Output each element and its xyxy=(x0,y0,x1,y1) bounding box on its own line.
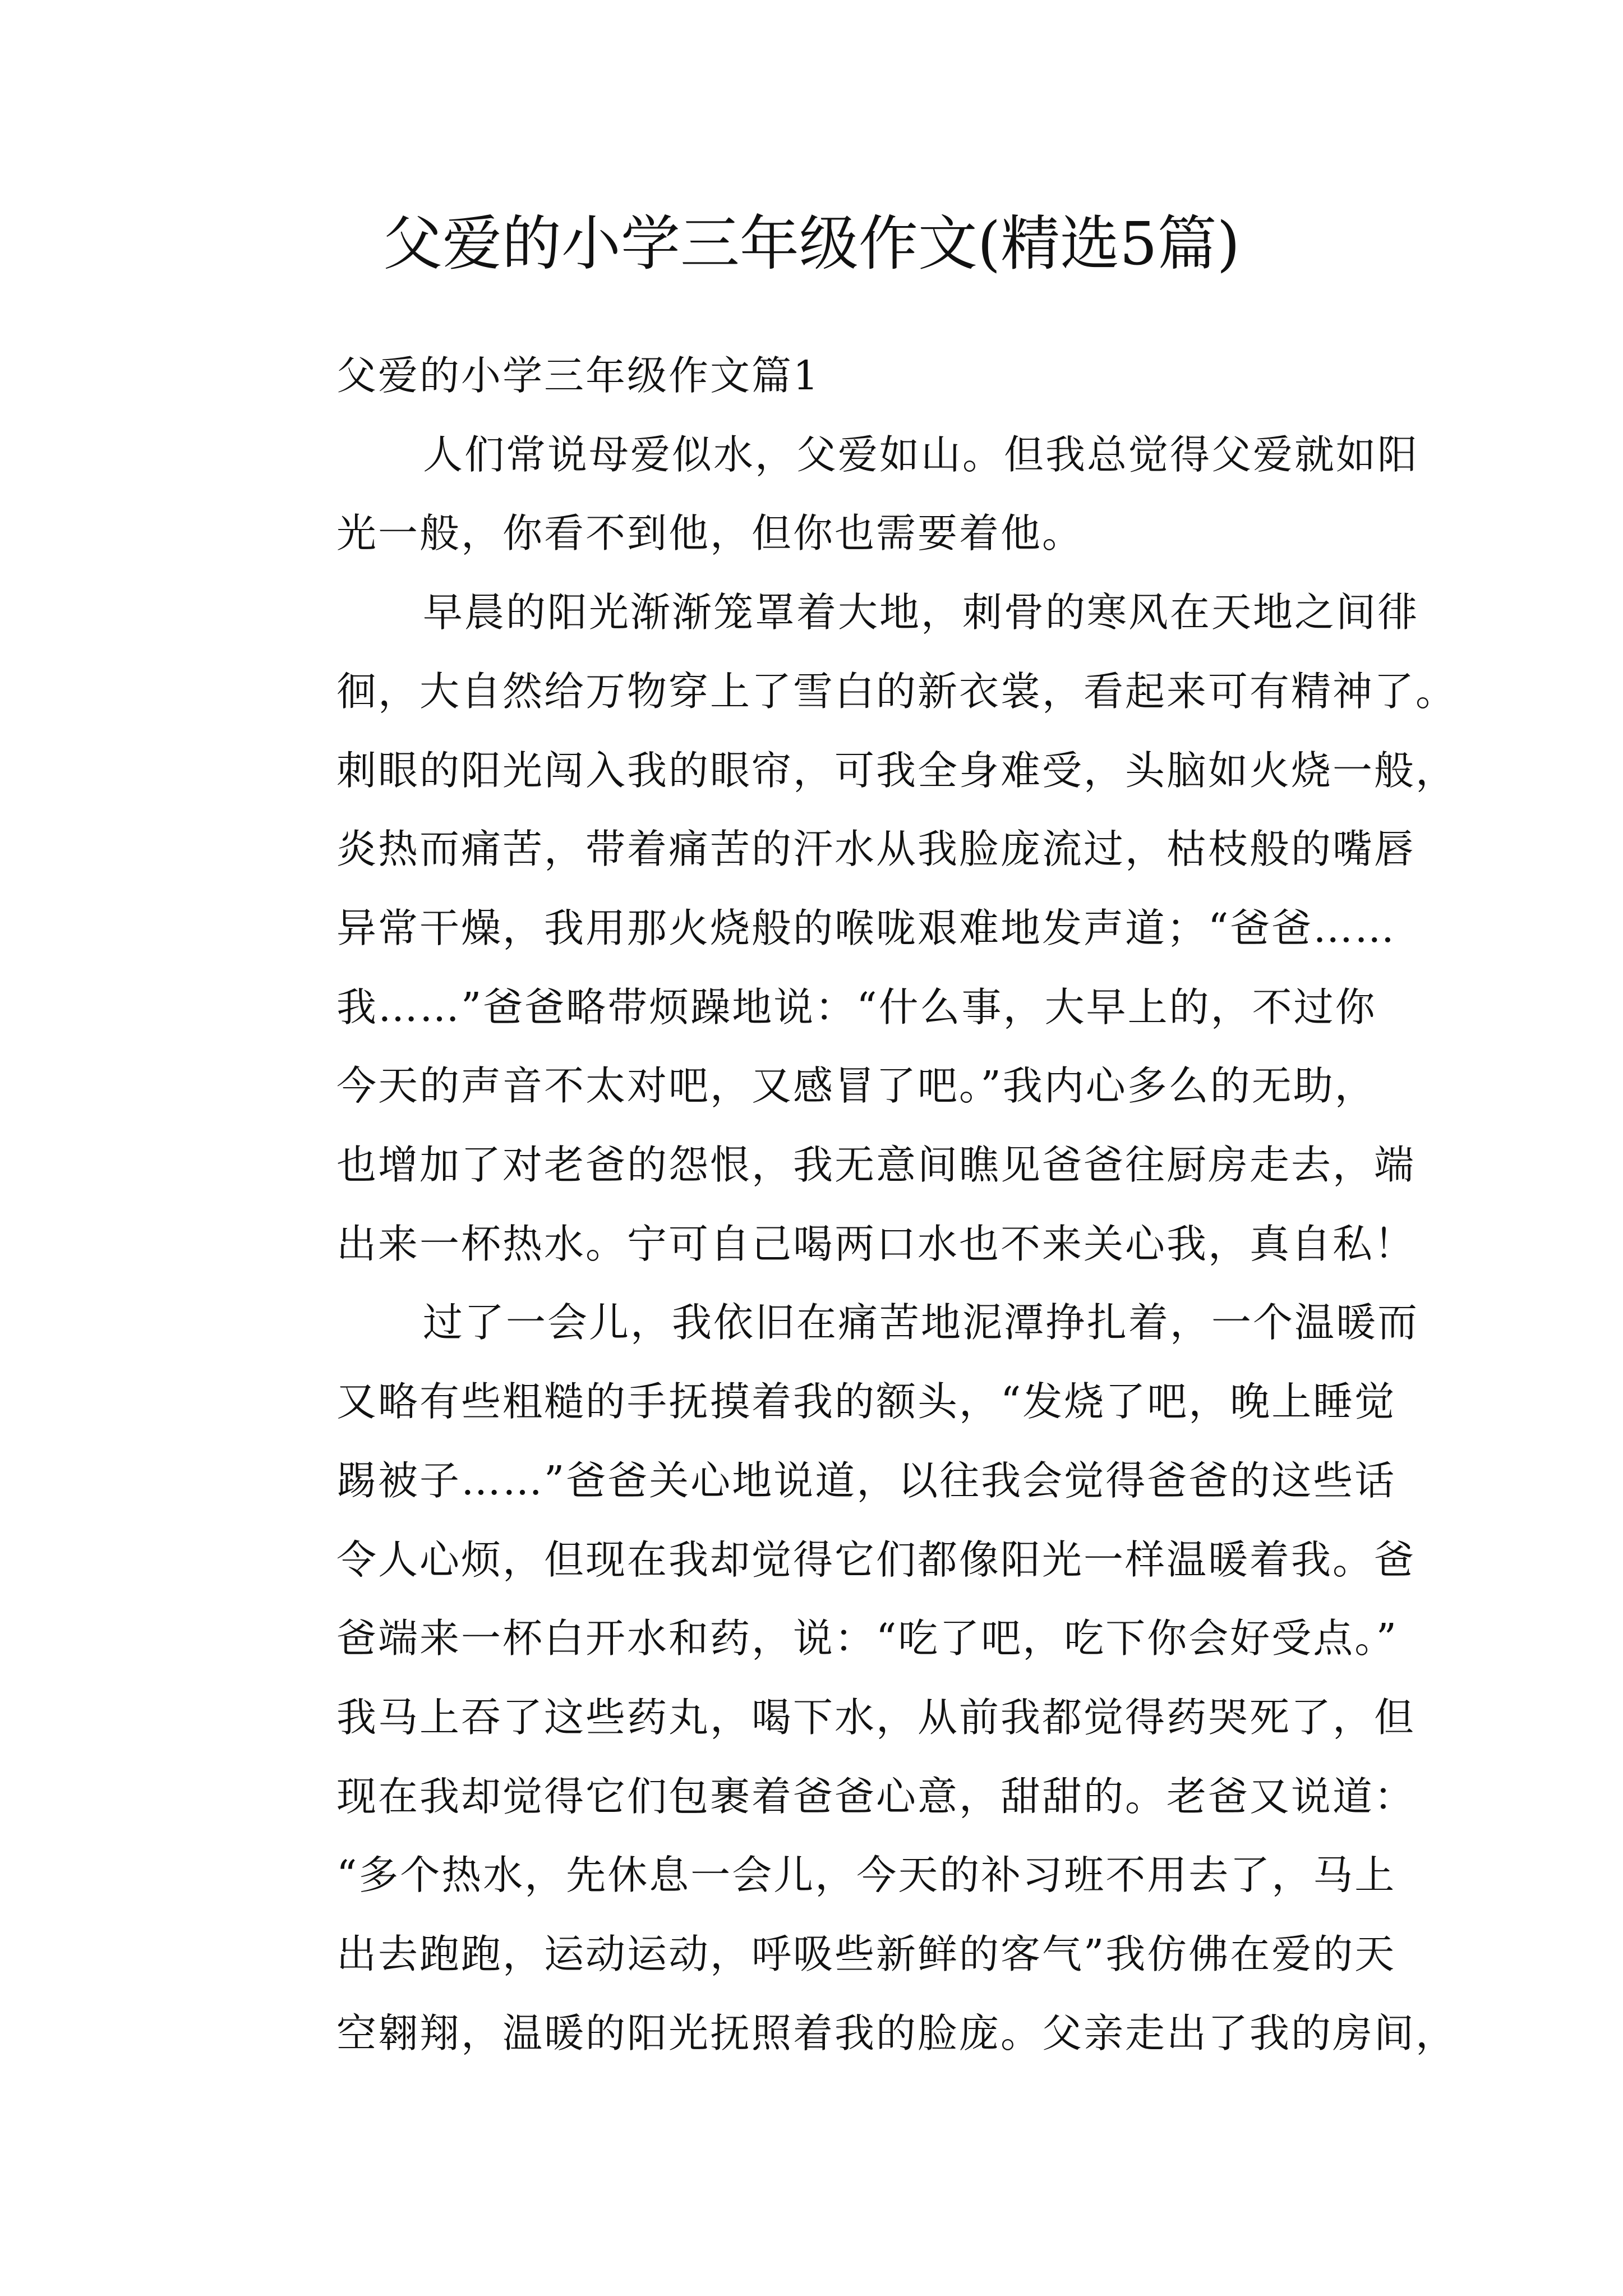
paragraph xyxy=(250,416,1419,573)
document-body xyxy=(250,337,1458,2073)
text-line: 异常干燥，我用那火烧般的喉咙艰难地发声道；“爸爸…… xyxy=(336,904,1396,951)
text-line: 爸端来一杯白开水和药，说：“吃了吧，吃下你会好受点。” xyxy=(336,1615,1399,1662)
section-heading: 父爱的小学三年级作文篇1 xyxy=(336,352,820,399)
paragraph xyxy=(250,1283,1458,2073)
text-line: 也增加了对老爸的怨恨，我无意间瞧见爸爸往厨房走去，端 xyxy=(336,1142,1416,1189)
text-line: 人们常说母爱似水，父爱如山。但我总觉得父爱就如阳 xyxy=(423,431,1419,478)
text-line: 今天的声音不太对吧，又感冒了吧。”我内心多么的无助， xyxy=(336,1062,1376,1110)
text-line: 刺眼的阳光闯入我的眼帘，可我全身难受，头脑如火烧一般， xyxy=(336,747,1458,794)
text-line: 早晨的阳光渐渐笼罩着大地，刺骨的寒风在天地之间徘 xyxy=(423,589,1419,636)
text-line: 过了一会儿，我依旧在痛苦地泥潭挣扎着，一个温暖而 xyxy=(423,1299,1419,1346)
text-line: 现在我却觉得它们包裹着爸爸心意，甜甜的。老爸又说道： xyxy=(336,1773,1416,1820)
text-line: 踢被子……”爸爸关心地说道，以往我会觉得爸爸的这些话 xyxy=(336,1457,1396,1504)
text-line: 令人心烦，但现在我却觉得它们都像阳光一样温暖着我。爸 xyxy=(336,1536,1416,1583)
paragraph xyxy=(250,573,1458,1283)
text-line: 我……”爸爸略带烦躁地说：“什么事，大早上的，不过你 xyxy=(336,983,1377,1030)
text-line: 出来一杯热水。宁可自己喝两口水也不来关心我，真自私！ xyxy=(336,1220,1416,1267)
text-line: 我马上吞了这些药丸，喝下水，从前我都觉得药哭死了，但 xyxy=(336,1694,1416,1741)
text-line: 出去跑跑，运动运动，呼吸些新鲜的客气”我仿佛在爱的天 xyxy=(336,1931,1396,1978)
text-line: 空翱翔，温暖的阳光抚照着我的脸庞。父亲走出了我的房间， xyxy=(336,2009,1458,2056)
text-line: “多个热水，先休息一会儿，今天的补习班不用去了，马上 xyxy=(336,1852,1396,1899)
text-line: 炎热而痛苦，带着痛苦的汗水从我脸庞流过，枯枝般的嘴唇 xyxy=(336,826,1416,873)
text-line: 光一般，你看不到他，但你也需要着他。 xyxy=(336,510,1084,557)
text-line: 徊，大自然给万物穿上了雪白的新衣裳，看起来可有精神了。 xyxy=(336,668,1458,715)
document-title: 父爱的小学三年级作文(精选5篇) xyxy=(382,209,1241,278)
text-line: 又略有些粗糙的手抚摸着我的额头，“发烧了吧，晚上睡觉 xyxy=(336,1378,1396,1425)
